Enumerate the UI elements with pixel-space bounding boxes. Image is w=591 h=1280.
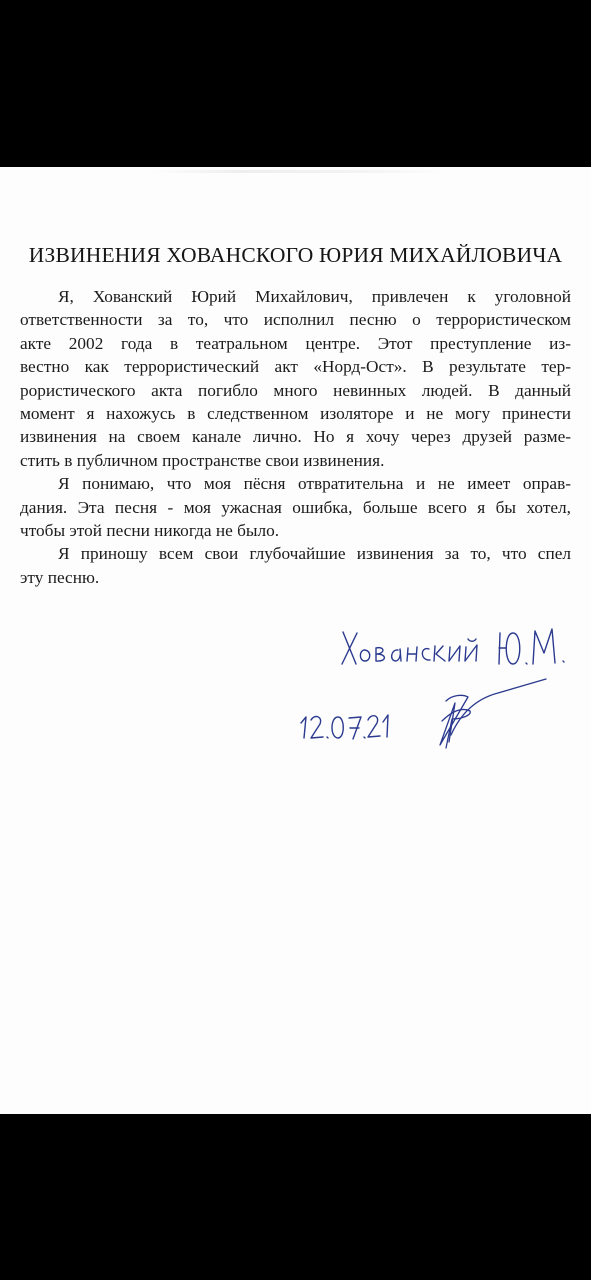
document-page [0, 167, 591, 1114]
document-title: ИЗВИНЕНИЯ ХОВАНСКОГО ЮРИЯ МИХАЙЛОВИЧА [28, 243, 563, 267]
signature-mark [440, 679, 546, 748]
handwriting-layer [0, 167, 591, 1114]
body-line: рористического акта погибло много невинных людей. В данный [20, 380, 571, 400]
body-line: ответственности за то, что исполнил песню о террористическом [20, 310, 571, 330]
body-line: стить в публичном пространстве свои извинения. [20, 450, 385, 470]
body-line: момент я нахожусь в следственном изоляторе и не могу принести [20, 403, 571, 423]
body-line: дания. Эта песня - моя ужасная ошибка, больше всего я бы хотел, [20, 497, 571, 517]
body-line: эту песню. [20, 567, 100, 587]
body-line: извинения на своем канале лично. Но я хочу через друзей разме- [20, 427, 571, 447]
body-line: Я понимаю, что моя пёсня отвратительна и не имеет оправ- [58, 474, 571, 494]
body-line: чтобы этой песни никогда не было. [20, 520, 280, 540]
body-line: Я, Хованский Юрий Михайлович, привлечен к уголовной [58, 287, 571, 306]
body-line: акте 2002 года в театральном центре. Этот преступление из- [20, 333, 571, 353]
handwritten-name [342, 629, 564, 664]
body-line: Я приношу всем свои глубочайшие извинения за то, что спел [58, 544, 571, 564]
body-line: вестно как террористический акт «Норд-Ост». В результате тер- [20, 357, 571, 377]
handwritten-date [301, 715, 388, 739]
